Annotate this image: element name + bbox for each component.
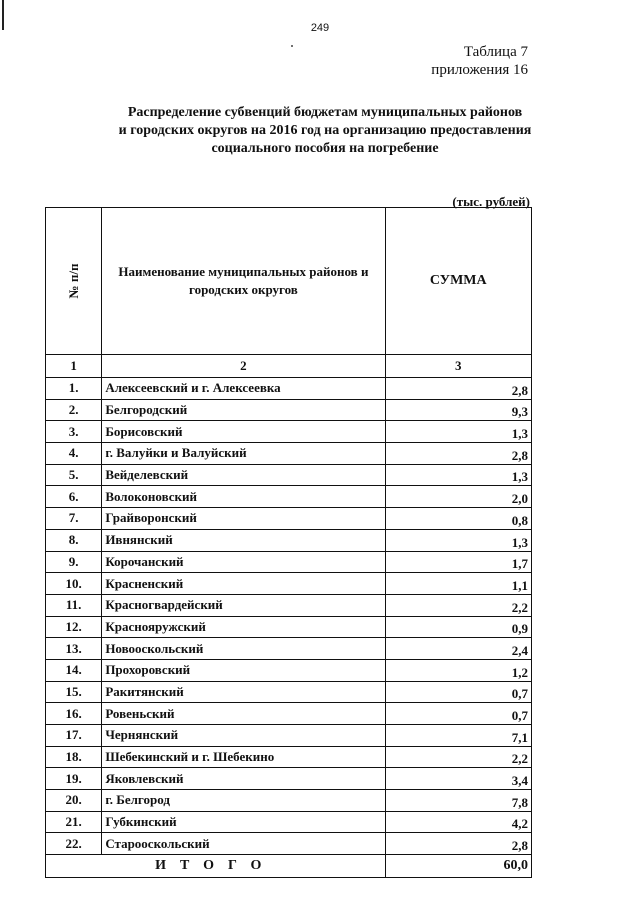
table-row bbox=[46, 833, 532, 855]
row-number: 15. bbox=[46, 681, 102, 703]
table-row bbox=[46, 768, 532, 790]
table-row bbox=[46, 464, 532, 486]
table-label: Таблица 7 bbox=[463, 44, 528, 60]
row-sum: 1,3 bbox=[385, 421, 531, 443]
column-number-3: 3 bbox=[385, 355, 531, 378]
header-name-cell: Наименование муниципальных районов и городских округов bbox=[102, 208, 385, 355]
header-sum-cell: СУММА bbox=[385, 208, 531, 355]
header-number-label: № п/п bbox=[65, 263, 81, 299]
table-row bbox=[46, 594, 532, 616]
row-number: 1. bbox=[46, 378, 102, 400]
table-row bbox=[46, 811, 532, 833]
row-number: 8. bbox=[46, 529, 102, 551]
row-sum: 1,7 bbox=[385, 551, 531, 573]
row-name: Новооскольский bbox=[102, 638, 385, 660]
table-row bbox=[46, 703, 532, 725]
row-name: г. Белгород bbox=[102, 790, 385, 812]
row-sum: 9,3 bbox=[385, 399, 531, 421]
row-name: Старооскольский bbox=[102, 833, 385, 855]
row-number: 20. bbox=[46, 790, 102, 812]
row-number: 16. bbox=[46, 703, 102, 725]
row-number: 6. bbox=[46, 486, 102, 508]
table-row bbox=[46, 399, 532, 421]
row-sum: 2,0 bbox=[385, 486, 531, 508]
row-name: Красногвардейский bbox=[102, 594, 385, 616]
row-name: Корочанский bbox=[102, 551, 385, 573]
table-row bbox=[46, 616, 532, 638]
row-sum: 0,8 bbox=[385, 508, 531, 530]
total-label: ИТОГО bbox=[46, 855, 386, 878]
table-row bbox=[46, 790, 532, 812]
row-number: 21. bbox=[46, 811, 102, 833]
row-sum: 2,2 bbox=[385, 594, 531, 616]
table-row bbox=[46, 486, 532, 508]
table-row bbox=[46, 551, 532, 573]
row-sum: 7,8 bbox=[385, 790, 531, 812]
scan-dot bbox=[291, 45, 293, 47]
table-row bbox=[46, 508, 532, 530]
row-name: Борисовский bbox=[102, 421, 385, 443]
row-sum: 1,1 bbox=[385, 573, 531, 595]
row-number: 19. bbox=[46, 768, 102, 790]
title-line: и городских округов на 2016 год на организацию предоставления bbox=[118, 123, 532, 138]
row-sum: 2,8 bbox=[385, 443, 531, 465]
row-name: Прохоровский bbox=[102, 659, 385, 681]
row-sum: 1,3 bbox=[385, 464, 531, 486]
table-row bbox=[46, 681, 532, 703]
row-sum: 0,7 bbox=[385, 681, 531, 703]
appendix-label: приложения 16 bbox=[431, 62, 528, 78]
row-number: 7. bbox=[46, 508, 102, 530]
row-number: 9. bbox=[46, 551, 102, 573]
row-name: Чернянский bbox=[102, 725, 385, 747]
table-row bbox=[46, 746, 532, 768]
row-name: Грайворонский bbox=[102, 508, 385, 530]
row-name: Яковлевский bbox=[102, 768, 385, 790]
row-sum: 2,8 bbox=[385, 378, 531, 400]
table-row bbox=[46, 443, 532, 465]
row-number: 18. bbox=[46, 746, 102, 768]
row-name: Губкинский bbox=[102, 811, 385, 833]
table-row bbox=[46, 725, 532, 747]
row-number: 10. bbox=[46, 573, 102, 595]
row-number: 5. bbox=[46, 464, 102, 486]
table-row bbox=[46, 573, 532, 595]
row-number: 12. bbox=[46, 616, 102, 638]
row-name: г. Валуйки и Валуйский bbox=[102, 443, 385, 465]
total-row bbox=[46, 855, 532, 878]
table-header-row bbox=[46, 208, 532, 355]
units-label: (тыс. рублей) bbox=[452, 194, 530, 209]
title-line: социального пособия на погребение bbox=[211, 141, 439, 156]
table-row bbox=[46, 659, 532, 681]
row-name: Белгородский bbox=[102, 399, 385, 421]
row-sum: 1,3 bbox=[385, 529, 531, 551]
row-number: 17. bbox=[46, 725, 102, 747]
row-name: Алексеевский и г. Алексеевка bbox=[102, 378, 385, 400]
row-sum: 1,2 bbox=[385, 659, 531, 681]
column-number-2: 2 bbox=[102, 355, 385, 378]
row-sum: 2,8 bbox=[385, 833, 531, 855]
row-name: Краснояружский bbox=[102, 616, 385, 638]
row-number: 3. bbox=[46, 421, 102, 443]
row-name: Волоконовский bbox=[102, 486, 385, 508]
row-sum: 3,4 bbox=[385, 768, 531, 790]
row-name: Ракитянский bbox=[102, 681, 385, 703]
table-row bbox=[46, 529, 532, 551]
row-number: 11. bbox=[46, 594, 102, 616]
table-row bbox=[46, 378, 532, 400]
row-number: 13. bbox=[46, 638, 102, 660]
title-line: Распределение субвенций бюджетам муниципальных районов bbox=[127, 105, 523, 120]
row-sum: 0,9 bbox=[385, 616, 531, 638]
column-number-1: 1 bbox=[46, 355, 102, 378]
row-number: 2. bbox=[46, 399, 102, 421]
row-name: Шебекинский и г. Шебекино bbox=[102, 746, 385, 768]
page-number: 249 bbox=[310, 22, 330, 34]
document-title bbox=[70, 104, 580, 158]
subsidy-table bbox=[45, 207, 532, 878]
row-sum: 4,2 bbox=[385, 811, 531, 833]
row-number: 4. bbox=[46, 443, 102, 465]
row-name: Вейделевский bbox=[102, 464, 385, 486]
table-row bbox=[46, 638, 532, 660]
column-number-row bbox=[46, 355, 532, 378]
row-sum: 0,7 bbox=[385, 703, 531, 725]
total-sum: 60,0 bbox=[385, 855, 531, 878]
row-name: Ровеньский bbox=[102, 703, 385, 725]
row-name: Ивнянский bbox=[102, 529, 385, 551]
row-number: 22. bbox=[46, 833, 102, 855]
row-sum: 7,1 bbox=[385, 725, 531, 747]
row-sum: 2,4 bbox=[385, 638, 531, 660]
row-name: Красненский bbox=[102, 573, 385, 595]
table-row bbox=[46, 421, 532, 443]
row-sum: 2,2 bbox=[385, 746, 531, 768]
row-number: 14. bbox=[46, 659, 102, 681]
header-number-cell bbox=[46, 208, 102, 355]
